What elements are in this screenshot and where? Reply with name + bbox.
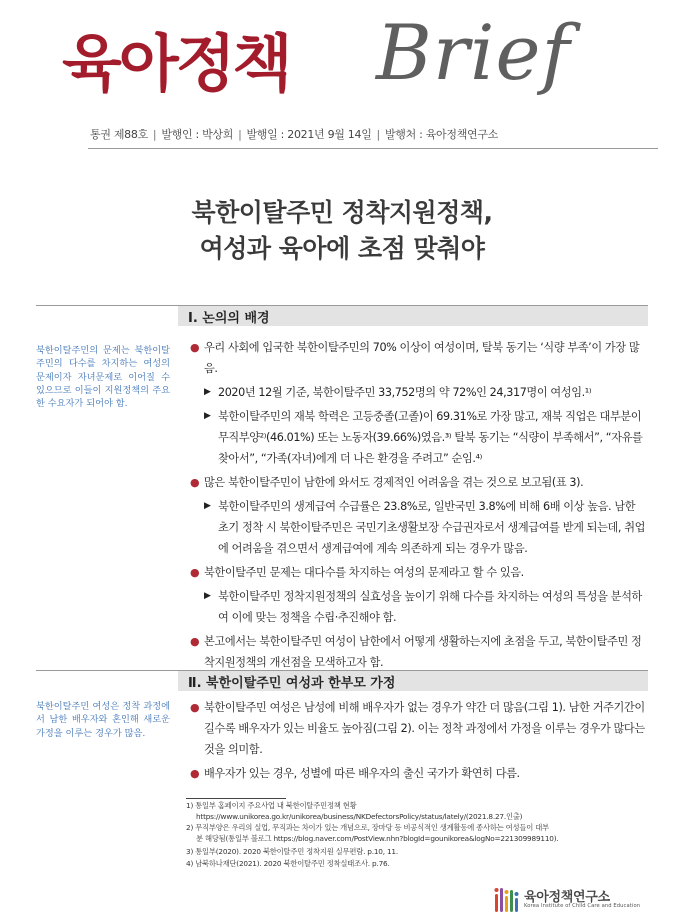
sub-bullet-arrow: ▶ bbox=[204, 591, 211, 601]
bullet-dot: ● bbox=[190, 701, 200, 714]
sub-item bbox=[190, 496, 648, 559]
sub-item bbox=[190, 406, 648, 469]
article-title-line2: 여성과 육아에 초점 맞춰야 bbox=[199, 234, 485, 263]
side-note: 북한이탈주민의 문제는 북한이탈주민의 다수를 차지하는 여성의 문제이자 자녀문제로 이어질 수 있으므로 이들이 지원정책의 주요한 수요자가 되어야 함. bbox=[36, 345, 170, 410]
bullet-item bbox=[190, 472, 648, 493]
bullet-text: 배우자가 있는 경우, 성별에 따른 배우자의 출신 국가가 확연히 다름. bbox=[204, 767, 520, 780]
sub-bullet-arrow: ▶ bbox=[204, 411, 211, 421]
institute-subtitle: Korea Institute of Child Care and Education bbox=[524, 903, 641, 909]
sub-item bbox=[190, 586, 648, 628]
sub-item bbox=[190, 382, 648, 403]
masthead-title-en: Brief bbox=[376, 8, 571, 97]
institute-logo-mark-icon bbox=[494, 884, 520, 914]
bullet-text: 북한이탈주민 여성은 남성에 비해 배우자가 없는 경우가 약간 더 많음(그림 1). 남한 거주기간이 길수록 배우자가 있는 비율도 높아짐(그림 2). 이는 정착 과정에서 가정을 이루는 경우가 많다는 것을 의미함. bbox=[204, 701, 645, 756]
meta-date: 발행일 : 2021년 9월 14일 bbox=[246, 128, 372, 141]
section-body bbox=[190, 697, 648, 784]
bullet-dot: ● bbox=[190, 767, 200, 780]
footnote: 4) 남북하나재단(2021). 2020 북한이탈주민 정착실태조사. p.76. bbox=[186, 859, 390, 868]
bullet-text: 본고에서는 북한이탈주민 여성이 남한에서 어떻게 생활하는지에 초점을 두고, 북한이탈주민 정착지원정책의 개선점을 모색하고자 함. bbox=[204, 635, 642, 669]
section-divider-left bbox=[36, 670, 178, 671]
side-note: 북한이탈주민 여성은 정착 과정에서 남한 배우자와 혼인해 새로운 가정을 이루는 경우가 많음. bbox=[36, 701, 170, 739]
footnote-continued: 분 해당됨(통일부 블로그 https://blog.naver.com/PostView.nhn?blogId=gounikorea&logNo=221309989110). bbox=[196, 834, 559, 843]
sub-item-text: 2020년 12월 기준, 북한이탈주민 33,752명의 약 72%인 24,317명이 여성임.¹⁾ bbox=[218, 386, 592, 399]
bullet-item bbox=[190, 631, 648, 673]
section-heading: Ⅰ. 논의의 배경 bbox=[188, 311, 270, 326]
bullet-item bbox=[190, 337, 648, 379]
publication-meta bbox=[90, 126, 498, 142]
meta-issuer: 발행처 : 육아정책연구소 bbox=[384, 128, 498, 141]
bullet-text: 북한이탈주민 문제는 대다수를 차지하는 여성의 문제라고 할 수 있음. bbox=[204, 566, 524, 579]
meta-separator: | bbox=[376, 128, 380, 141]
header-divider bbox=[88, 148, 658, 149]
section-heading-bar bbox=[178, 670, 648, 691]
footnote: 2) 무직부양은 우리의 실업, 무직과는 차이가 있는 개념으로, 장마당 등 비공식적인 생계활동에 종사하는 여성들이 대부 bbox=[186, 823, 549, 832]
masthead-title-kr: 육아정책 bbox=[62, 27, 290, 100]
bullet-dot: ● bbox=[190, 341, 200, 354]
footnote-divider bbox=[186, 798, 286, 799]
bullet-dot: ● bbox=[190, 566, 200, 579]
section-heading: Ⅱ. 북한이탈주민 여성과 한부모 가정 bbox=[188, 676, 396, 691]
meta-publisher: 발행인 : 박상희 bbox=[161, 128, 234, 141]
footnote: 1) 통일부 홈페이지 주요사업 내 북한이탈주민정책 현황 bbox=[186, 801, 357, 810]
meta-separator: | bbox=[238, 128, 242, 141]
bullet-item bbox=[190, 763, 648, 784]
bullet-text: 우리 사회에 입국한 북한이탈주민의 70% 이상이 여성이며, 탈북 동기는 ‘식량 부족’이 가장 많음. bbox=[204, 341, 640, 375]
bullet-dot: ● bbox=[190, 635, 200, 648]
article-title-line1: 북한이탈주민 정착지원정책, bbox=[191, 198, 493, 227]
footnote-url: https://www.unikorea.go.kr/unikorea/business/NKDefectorsPolicy/status/lately/(2021.8.27.인출) bbox=[196, 812, 523, 821]
sub-item-text: 북한이탈주민의 재북 학력은 고등중졸(고졸)이 69.31%로 가장 많고, 재북 직업은 대부분이 무직부양²⁾(46.01%) 또는 노동자(39.66%)였음.³⁾ 탈북 동기는 “식량이 부족해서”, “자유를 찾아서”, “가족(자녀)에게 더 나은 환경을 주려고” 순임.⁴⁾ bbox=[218, 410, 643, 465]
section-heading-bar bbox=[178, 305, 648, 326]
meta-separator: | bbox=[152, 128, 157, 141]
institute-logo bbox=[494, 884, 654, 914]
bullet-dot: ● bbox=[190, 476, 200, 489]
section-body bbox=[190, 337, 648, 673]
institute-name: 육아정책연구소 bbox=[524, 890, 610, 905]
bullet-item bbox=[190, 562, 648, 583]
section-divider-left bbox=[36, 305, 178, 306]
bullet-text: 많은 북한이탈주민이 남한에 와서도 경제적인 어려움을 겪는 것으로 보고됨(표 3). bbox=[204, 476, 584, 489]
masthead bbox=[62, 8, 662, 108]
sub-item-text: 북한이탈주민의 생계급여 수급률은 23.8%로, 일반국민 3.8%에 비해 6배 이상 높음. 남한 초기 정착 시 북한이탈주민은 국민기초생활보장 수급권자로서 생계급여를 받게 되는데, 취업에 어려움을 겪으면서 생계급여에 계속 의존하게 되는 경우가 많음. bbox=[218, 500, 646, 555]
sub-bullet-arrow: ▶ bbox=[204, 501, 211, 511]
sub-item-text: 북한이탈주민 정착지원정책의 실효성을 높이기 위해 다수를 차지하는 여성의 특성을 분석하여 이에 맞는 정책을 수립·추진해야 함. bbox=[218, 590, 642, 624]
bullet-item bbox=[190, 697, 648, 760]
footnote: 3) 통일부(2020). 2020 북한이탈주민 정착지원 실무편람. p.10, 11. bbox=[186, 847, 398, 856]
meta-volume: 통권 제88호 bbox=[90, 128, 148, 141]
sub-bullet-arrow: ▶ bbox=[204, 387, 211, 397]
